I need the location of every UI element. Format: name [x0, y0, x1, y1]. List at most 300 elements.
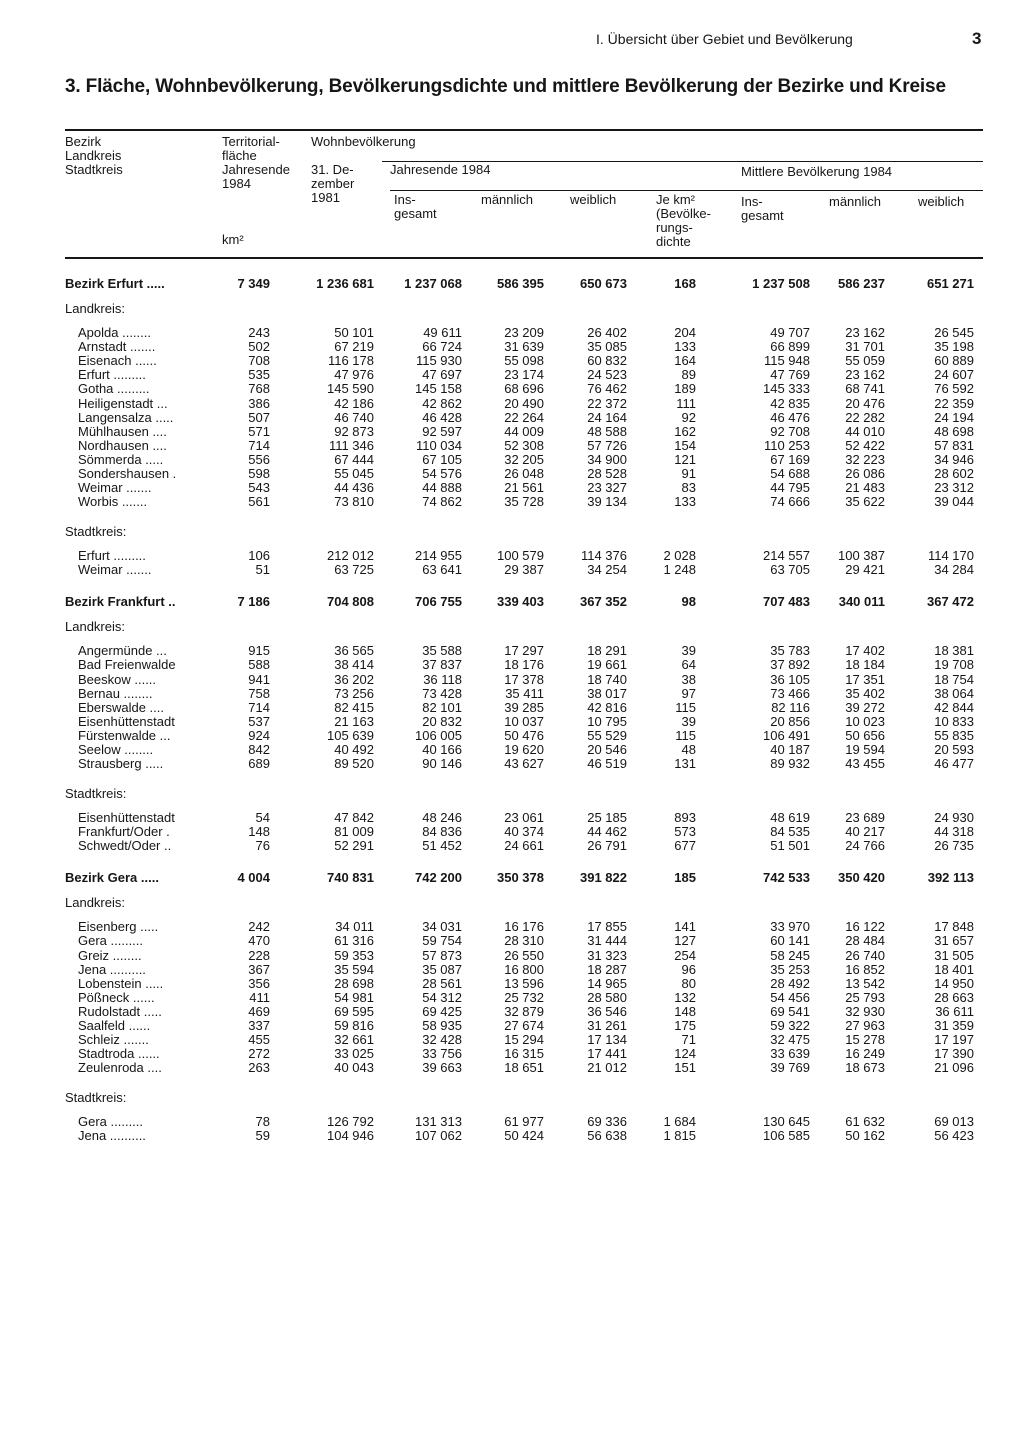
pop-1981-cell: 47 976: [334, 367, 374, 383]
area-cell: 708: [248, 353, 270, 369]
section-label: Stadtkreis:: [65, 1090, 127, 1106]
avg-total-cell: 59 322: [770, 1018, 810, 1033]
pop-1984-male-cell: 24 661: [504, 838, 544, 854]
area-cell: 106: [248, 548, 270, 564]
table-row: [0, 397, 1024, 411]
pop-1984-male-cell: 44 009: [504, 423, 544, 439]
pop-1984-total-cell: 63 641: [422, 562, 462, 578]
area-cell: 54: [255, 810, 270, 826]
pop-1984-male-cell: 27 674: [504, 1018, 544, 1033]
density-cell: 168: [674, 276, 696, 291]
avg-total-cell: 42 835: [770, 395, 810, 411]
table-row: [0, 1129, 1024, 1143]
avg-male-cell: 28 484: [845, 933, 885, 949]
pop-1984-male-cell: 13 596: [504, 975, 544, 991]
avg-total-cell: 35 783: [770, 643, 810, 659]
pop-1984-female-cell: 24 164: [587, 409, 627, 425]
area-cell: 243: [248, 325, 270, 340]
density-cell: 64: [681, 657, 696, 673]
avg-total-cell: 73 466: [770, 685, 810, 701]
avg-female-cell: 42 844: [934, 699, 974, 715]
pop-1984-female-cell: 24 523: [587, 367, 627, 383]
density-cell: 133: [674, 494, 696, 510]
density-cell: 148: [674, 1003, 696, 1019]
density-cell: 131: [674, 756, 696, 772]
pop-1981-cell: 73 256: [334, 685, 374, 701]
pop-1981-cell: 35 594: [334, 961, 374, 977]
avg-female-cell: 38 064: [934, 685, 974, 701]
avg-female-cell: 31 505: [934, 947, 974, 963]
pop-1984-female-cell: 26 402: [587, 325, 627, 340]
pop-1981-cell: 82 415: [334, 699, 374, 715]
pop-1984-total-cell: 110 034: [415, 437, 462, 453]
pop-1984-total-cell: 66 724: [422, 339, 462, 355]
pop-1984-total-cell: 35 087: [422, 961, 462, 977]
pop-1981-cell: 34 011: [335, 919, 374, 935]
region-name: Worbis .......: [78, 494, 148, 510]
region-name: Weimar .......: [78, 562, 152, 578]
density-cell: 154: [674, 437, 696, 453]
pop-1981-cell: 61 316: [334, 933, 374, 949]
avg-male-cell: 35 622: [845, 494, 885, 510]
area-cell: 470: [248, 933, 270, 949]
pop-1984-total-cell: 742 200: [415, 870, 462, 886]
pop-1984-male-cell: 18 176: [504, 657, 544, 673]
pop-1984-female-cell: 28 580: [587, 989, 627, 1005]
section-label-row: [0, 787, 1024, 801]
header-region-3: Stadtkreis: [65, 162, 123, 177]
pop-1984-female-cell: 55 529: [587, 727, 627, 743]
region-name: Beeskow ......: [78, 671, 157, 687]
region-name: Erfurt .........: [78, 367, 146, 383]
avg-male-cell: 15 278: [845, 1032, 885, 1048]
avg-male-cell: 10 023: [845, 713, 885, 729]
avg-male-cell: 26 740: [845, 947, 885, 963]
avg-female-cell: 57 831: [934, 437, 974, 453]
avg-total-cell: 51 501: [770, 838, 810, 854]
region-name: Eisenach ......: [78, 353, 157, 369]
header-top-rule: [65, 129, 983, 131]
avg-male-cell: 22 282: [845, 409, 885, 425]
table-row: [0, 467, 1024, 481]
pop-1984-male-cell: 55 098: [504, 353, 544, 369]
density-cell: 127: [674, 933, 696, 949]
table-row: [0, 382, 1024, 396]
table-row: [0, 354, 1024, 368]
avg-female-cell: 76 592: [934, 381, 974, 397]
pop-1984-male-cell: 100 579: [497, 548, 544, 564]
pop-1984-total-cell: 82 101: [422, 699, 462, 715]
section-label: Stadtkreis:: [65, 786, 127, 802]
pop-1984-male-cell: 23 061: [504, 810, 544, 826]
avg-male-cell: 340 011: [838, 594, 885, 610]
pop-1981-cell: 42 186: [334, 395, 374, 411]
density-cell: 254: [674, 947, 696, 963]
avg-total-cell: 49 707: [770, 325, 810, 340]
area-cell: 228: [248, 947, 270, 963]
density-cell: 115: [675, 727, 696, 743]
table-row: [0, 1061, 1024, 1075]
avg-total-cell: 63 705: [770, 562, 810, 578]
avg-female-cell: 17 390: [934, 1046, 974, 1062]
avg-male-cell: 27 963: [845, 1018, 885, 1033]
section-label: Landkreis:: [65, 895, 125, 911]
pop-1984-male-cell: 32 879: [504, 1003, 544, 1019]
pop-1984-female-cell: 28 528: [587, 466, 627, 481]
table-row: [0, 1019, 1024, 1033]
density-cell: 38: [681, 671, 696, 687]
area-cell: 842: [248, 742, 270, 757]
avg-male-cell: 23 162: [845, 367, 885, 383]
bezirk-row: [0, 871, 1024, 885]
avg-total-cell: 707 483: [763, 594, 810, 610]
region-name: Gera .........: [78, 933, 144, 949]
region-name: Mühlhausen ....: [78, 423, 167, 439]
avg-male-cell: 20 476: [845, 395, 885, 411]
pop-1984-total-cell: 107 062: [415, 1128, 462, 1144]
pop-1984-female-cell: 17 441: [587, 1046, 627, 1062]
pop-1984-total-cell: 54 312: [422, 989, 462, 1005]
avg-total-cell: 33 639: [770, 1046, 810, 1062]
avg-female-cell: 22 359: [934, 395, 974, 411]
avg-female-cell: 48 698: [934, 423, 974, 439]
pop-1984-female-cell: 44 462: [587, 824, 627, 840]
pop-1984-male-cell: 68 696: [504, 381, 544, 397]
pop-1984-male-cell: 32 205: [504, 451, 544, 467]
avg-female-cell: 34 946: [934, 451, 974, 467]
pop-1984-male-cell: 29 387: [504, 562, 544, 578]
pop-1984-female-cell: 34 900: [587, 451, 627, 467]
pop-1984-male-cell: 61 977: [504, 1114, 544, 1130]
section-label: Landkreis:: [65, 301, 125, 316]
area-cell: 924: [248, 727, 270, 743]
region-name: Lobenstein .....: [78, 975, 164, 991]
avg-total-cell: 54 688: [770, 466, 810, 481]
avg-total-cell: 92 708: [770, 423, 810, 439]
density-cell: 164: [674, 353, 696, 369]
header-area-2: fläche: [222, 148, 257, 163]
avg-male-cell: 29 421: [845, 562, 885, 578]
pop-1984-female-cell: 46 519: [587, 756, 627, 772]
pop-1984-female-cell: 36 546: [587, 1003, 627, 1019]
density-cell: 111: [676, 395, 696, 411]
avg-total-cell: 20 856: [770, 713, 810, 729]
avg-total-cell: 46 476: [770, 409, 810, 425]
pop-1984-total-cell: 51 452: [422, 838, 462, 854]
section-label-row: [0, 1091, 1024, 1105]
density-cell: 39: [681, 643, 696, 659]
area-cell: 598: [248, 466, 270, 481]
region-name: Stadtroda ......: [78, 1046, 160, 1062]
header-bottom-rule: [65, 257, 983, 259]
area-cell: 689: [248, 756, 270, 772]
pop-1984-female-cell: 18 740: [587, 671, 627, 687]
area-cell: 7 186: [237, 594, 270, 610]
avg-male-cell: 18 184: [845, 657, 885, 673]
table-row: [0, 839, 1024, 853]
header-mittl-maennlich: männlich: [829, 194, 882, 209]
avg-total-cell: 110 253: [763, 437, 810, 453]
pop-1984-male-cell: 26 550: [504, 947, 544, 963]
region-name: Bezirk Frankfurt ..: [65, 594, 176, 610]
region-name: Bernau ........: [78, 685, 153, 701]
avg-total-cell: 47 769: [770, 367, 810, 383]
table-row: [0, 1033, 1024, 1047]
table-row: [0, 811, 1024, 825]
area-cell: 543: [248, 480, 270, 496]
table-row: [0, 326, 1024, 340]
table-row: [0, 963, 1024, 977]
area-cell: 356: [248, 975, 270, 991]
density-cell: 115: [675, 699, 696, 715]
pop-1984-female-cell: 60 832: [587, 353, 627, 369]
avg-female-cell: 651 271: [927, 276, 974, 291]
pop-1981-cell: 44 436: [334, 480, 374, 496]
pop-1984-total-cell: 49 611: [423, 325, 462, 340]
bezirk-row: [0, 277, 1024, 291]
avg-male-cell: 40 217: [845, 824, 885, 840]
section-label: Stadtkreis:: [65, 524, 127, 540]
avg-female-cell: 69 013: [934, 1114, 974, 1130]
pop-1981-cell: 740 831: [327, 870, 374, 886]
pop-1984-total-cell: 37 837: [422, 657, 462, 673]
header-weiblich: weiblich: [570, 192, 617, 207]
pop-1981-cell: 21 163: [334, 713, 374, 729]
avg-total-cell: 67 169: [770, 451, 810, 467]
pop-1984-female-cell: 14 965: [587, 975, 627, 991]
pop-1984-total-cell: 706 755: [415, 594, 462, 610]
pop-1981-cell: 55 045: [334, 466, 374, 481]
pop-1984-total-cell: 90 146: [422, 756, 462, 772]
section-label-row: [0, 896, 1024, 910]
avg-male-cell: 43 455: [845, 756, 885, 772]
subheader-rule: [390, 190, 983, 191]
region-name: Gera .........: [78, 1114, 144, 1130]
density-cell: 151: [674, 1060, 696, 1076]
table-row: [0, 549, 1024, 563]
table-row: [0, 743, 1024, 757]
pop-1981-cell: 32 661: [334, 1032, 374, 1048]
pop-1984-total-cell: 84 836: [422, 824, 462, 840]
avg-female-cell: 60 889: [934, 353, 974, 369]
pop-1984-female-cell: 57 726: [587, 437, 627, 453]
area-cell: 148: [248, 824, 270, 840]
pop-1984-total-cell: 58 935: [422, 1018, 462, 1033]
avg-total-cell: 145 333: [763, 381, 810, 397]
region-name: Saalfeld ......: [78, 1018, 151, 1033]
pop-1984-total-cell: 59 754: [422, 933, 462, 949]
area-cell: 537: [248, 713, 270, 729]
density-cell: 83: [681, 480, 696, 496]
avg-total-cell: 130 645: [763, 1114, 810, 1130]
table-title: 3. Fläche, Wohnbevölkerung, Bevölkerungsdichte und mittlere Bevölkerung der Bezirke und Kreise: [65, 76, 946, 97]
header-density-4: dichte: [656, 234, 691, 249]
pop-1984-male-cell: 26 048: [504, 466, 544, 481]
pop-1984-female-cell: 18 287: [587, 961, 627, 977]
bezirk-row: [0, 595, 1024, 609]
region-name: Eberswalde ....: [78, 699, 164, 715]
avg-male-cell: 21 483: [845, 480, 885, 496]
region-name: Bad Freienwalde: [78, 657, 176, 673]
pop-1984-male-cell: 25 732: [504, 989, 544, 1005]
pop-1984-female-cell: 31 323: [587, 947, 627, 963]
region-name: Nordhausen ....: [78, 437, 167, 453]
pop-1984-total-cell: 34 031: [422, 919, 462, 935]
pop-1984-male-cell: 23 174: [504, 367, 544, 383]
avg-total-cell: 115 948: [763, 353, 810, 369]
area-cell: 561: [248, 494, 270, 510]
avg-male-cell: 52 422: [845, 437, 885, 453]
table-row: [0, 1005, 1024, 1019]
pop-1981-cell: 111 346: [328, 437, 374, 453]
avg-total-cell: 89 932: [770, 756, 810, 772]
avg-total-cell: 742 533: [763, 870, 810, 886]
avg-male-cell: 100 387: [838, 548, 885, 564]
pop-1984-female-cell: 38 017: [587, 685, 627, 701]
avg-total-cell: 106 491: [763, 727, 810, 743]
pop-1984-female-cell: 22 372: [587, 395, 627, 411]
pop-1981-cell: 47 842: [334, 810, 374, 826]
avg-male-cell: 61 632: [845, 1114, 885, 1130]
pop-1984-total-cell: 131 313: [415, 1114, 462, 1130]
pop-1984-male-cell: 15 294: [504, 1032, 544, 1048]
avg-male-cell: 17 402: [845, 643, 885, 659]
avg-male-cell: 19 594: [845, 742, 885, 757]
pop-1984-male-cell: 17 378: [504, 671, 544, 687]
section-label-row: [0, 302, 1024, 316]
avg-male-cell: 23 689: [845, 810, 885, 826]
density-cell: 71: [681, 1032, 696, 1048]
pop-1984-female-cell: 18 291: [587, 643, 627, 659]
avg-total-cell: 66 899: [770, 339, 810, 355]
density-cell: 893: [674, 810, 696, 826]
pop-1981-cell: 67 444: [334, 451, 374, 467]
pop-1984-female-cell: 31 261: [587, 1018, 627, 1033]
avg-female-cell: 18 401: [934, 961, 974, 977]
pop-1984-female-cell: 19 661: [587, 657, 627, 673]
region-name: Fürstenwalde ...: [78, 727, 171, 743]
section-label-row: [0, 620, 1024, 634]
pop-1984-total-cell: 33 756: [422, 1046, 462, 1062]
density-cell: 573: [674, 824, 696, 840]
avg-female-cell: 56 423: [934, 1128, 974, 1144]
pop-1984-female-cell: 34 254: [587, 562, 627, 578]
pop-1984-total-cell: 67 105: [422, 451, 462, 467]
area-cell: 502: [248, 339, 270, 355]
header-mittlere-1984: Mittlere Bevölkerung 1984: [741, 164, 893, 179]
section-label: Landkreis:: [65, 619, 125, 635]
region-name: Langensalza .....: [78, 409, 174, 425]
header-density-3: rungs-: [656, 220, 693, 235]
pop-1981-cell: 212 012: [327, 548, 374, 564]
pop-1984-female-cell: 35 085: [587, 339, 627, 355]
area-cell: 242: [248, 919, 270, 935]
pop-1984-total-cell: 54 576: [422, 466, 462, 481]
pop-1984-male-cell: 28 310: [504, 933, 544, 949]
table-row: [0, 701, 1024, 715]
avg-female-cell: 24 607: [934, 367, 974, 383]
avg-female-cell: 55 835: [934, 727, 974, 743]
region-name: Frankfurt/Oder .: [78, 824, 170, 840]
pop-1984-male-cell: 16 315: [504, 1046, 544, 1062]
density-cell: 185: [674, 870, 696, 886]
running-head: I. Übersicht über Gebiet und Bevölkerung: [596, 31, 853, 47]
area-cell: 455: [248, 1032, 270, 1048]
area-cell: 469: [248, 1003, 270, 1019]
avg-total-cell: 44 795: [770, 480, 810, 496]
area-cell: 76: [255, 838, 270, 854]
region-name: Sömmerda .....: [78, 451, 164, 467]
table-row: [0, 920, 1024, 934]
area-cell: 915: [248, 643, 270, 659]
pop-1984-total-cell: 47 697: [422, 367, 462, 383]
pop-1984-total-cell: 28 561: [422, 975, 462, 991]
table-row: [0, 563, 1024, 577]
avg-male-cell: 55 059: [845, 353, 885, 369]
pop-1984-female-cell: 42 816: [587, 699, 627, 715]
header-area-3: Jahresende: [222, 162, 290, 177]
avg-male-cell: 16 249: [845, 1046, 885, 1062]
region-name: Jena ..........: [78, 961, 146, 977]
region-name: Arnstadt .......: [78, 339, 156, 355]
avg-total-cell: 58 245: [770, 947, 810, 963]
page-number: 3: [972, 29, 982, 48]
pop-1984-total-cell: 92 597: [422, 423, 462, 439]
area-cell: 4 004: [237, 870, 270, 886]
density-cell: 162: [674, 423, 696, 439]
avg-male-cell: 32 223: [845, 451, 885, 467]
pop-1984-total-cell: 46 428: [422, 409, 462, 425]
avg-male-cell: 16 852: [845, 961, 885, 977]
region-name: Bezirk Gera .....: [65, 870, 159, 886]
pop-1984-female-cell: 17 855: [587, 919, 627, 935]
avg-female-cell: 39 044: [934, 494, 974, 510]
density-cell: 1 684: [663, 1114, 696, 1130]
avg-total-cell: 1 237 508: [752, 276, 810, 291]
pop-1984-total-cell: 48 246: [422, 810, 462, 826]
pop-1984-male-cell: 10 037: [504, 713, 544, 729]
pop-1984-male-cell: 40 374: [504, 824, 544, 840]
pop-1984-female-cell: 114 376: [580, 548, 627, 564]
pop-1981-cell: 50 101: [334, 325, 374, 340]
pop-1984-total-cell: 32 428: [422, 1032, 462, 1048]
pop-1984-total-cell: 39 663: [422, 1060, 462, 1076]
area-cell: 714: [248, 437, 270, 453]
density-cell: 92: [681, 409, 696, 425]
header-insgesamt-2: gesamt: [394, 206, 437, 221]
table-row: [0, 673, 1024, 687]
density-cell: 48: [681, 742, 696, 757]
region-name: Heiligenstadt ...: [78, 395, 168, 411]
avg-female-cell: 18 381: [934, 643, 974, 659]
pop-1984-male-cell: 16 176: [504, 919, 544, 935]
avg-male-cell: 17 351: [845, 671, 885, 687]
pop-1981-cell: 105 639: [327, 727, 374, 743]
area-cell: 386: [248, 395, 270, 411]
area-cell: 7 349: [237, 276, 270, 291]
avg-female-cell: 114 170: [927, 548, 974, 564]
region-name: Eisenhüttenstadt: [78, 713, 175, 729]
avg-female-cell: 36 611: [935, 1003, 974, 1019]
table-row: [0, 644, 1024, 658]
avg-total-cell: 84 535: [770, 824, 810, 840]
avg-female-cell: 19 708: [934, 657, 974, 673]
pop-1984-male-cell: 20 490: [504, 395, 544, 411]
pop-1984-total-cell: 35 588: [422, 643, 462, 659]
table-row: [0, 1047, 1024, 1061]
pop-1984-male-cell: 52 308: [504, 437, 544, 453]
pop-1984-total-cell: 1 237 068: [404, 276, 462, 291]
